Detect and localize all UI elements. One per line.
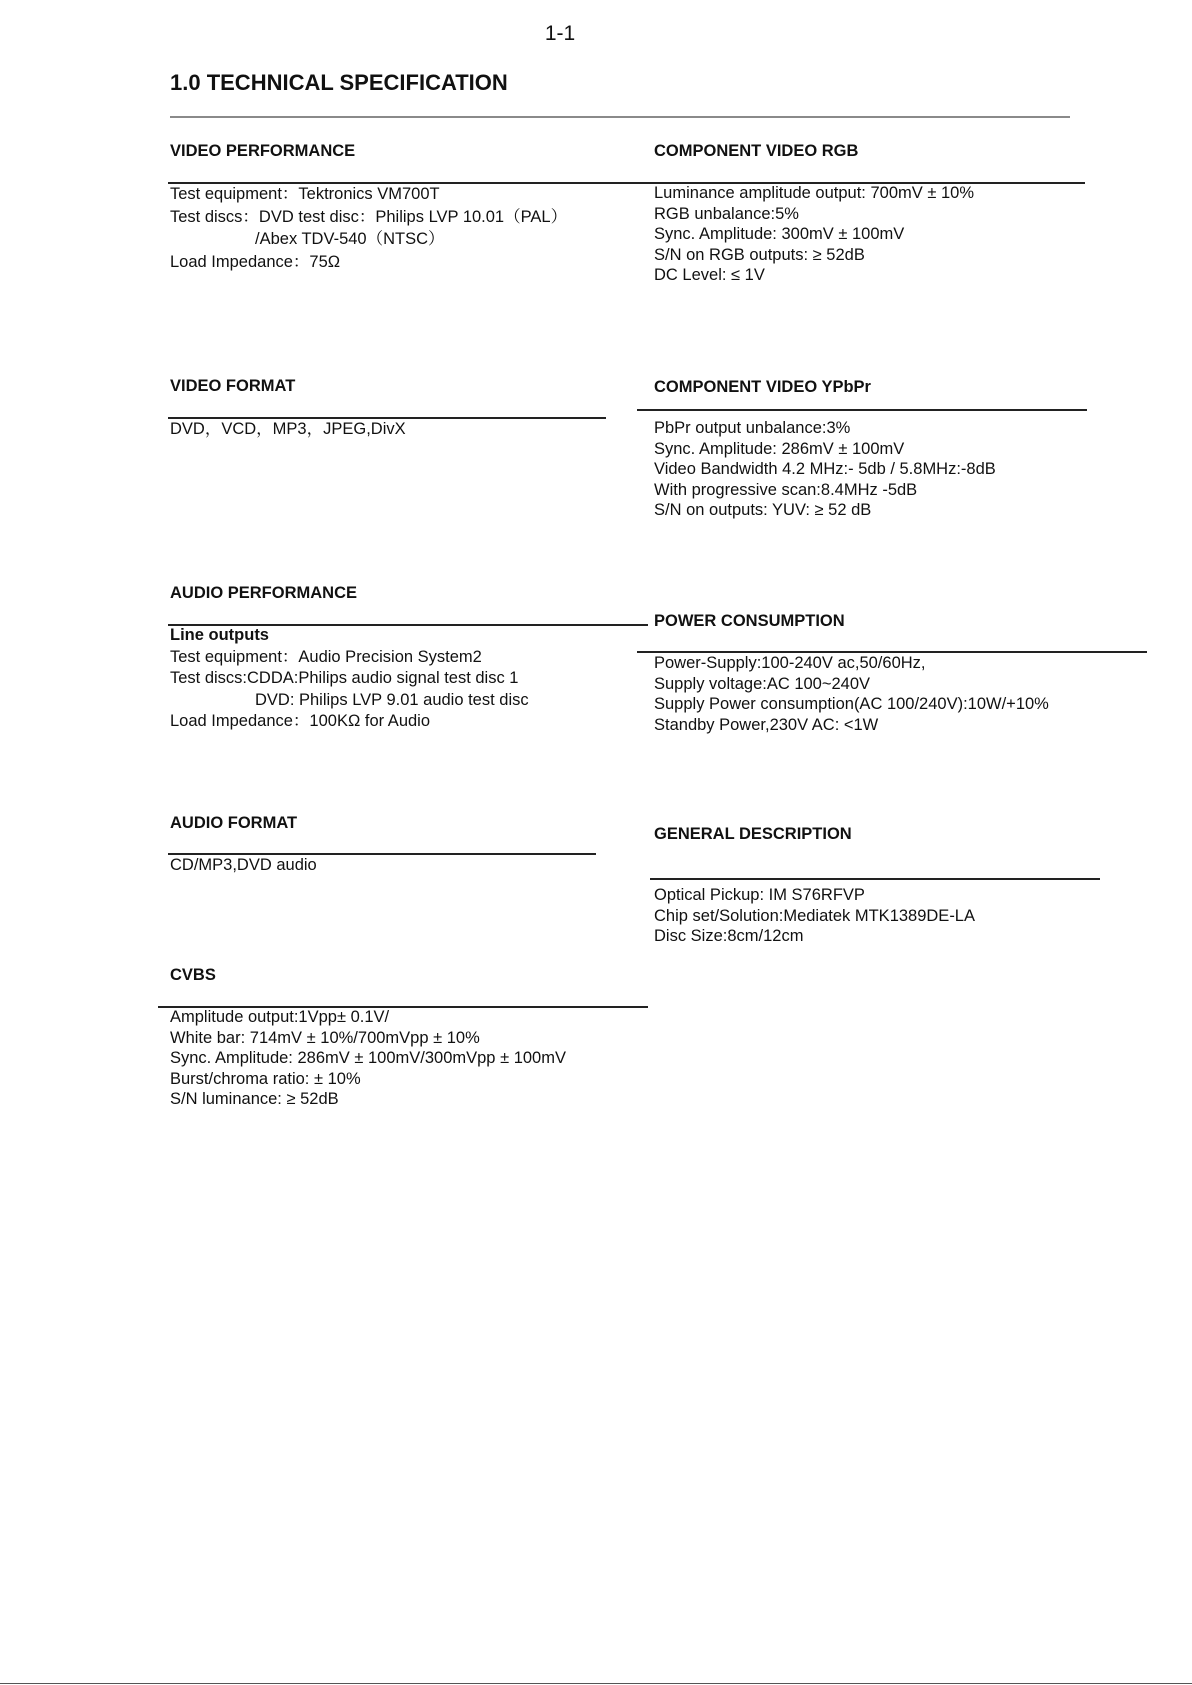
spec-line: PbPr output unbalance:3% bbox=[654, 419, 851, 437]
spec-line: Sync. Amplitude: 300mV ± 100mV bbox=[654, 225, 905, 243]
power-consumption-heading: POWER CONSUMPTION bbox=[654, 612, 845, 630]
component-ypbpr-body bbox=[654, 418, 996, 521]
spec-line: Test equipment：Tektronics VM700T bbox=[170, 185, 440, 203]
spec-line: Standby Power,230V AC: <1W bbox=[654, 715, 879, 734]
component-ypbpr-divider bbox=[637, 409, 1087, 411]
spec-line: Video Bandwidth 4.2 MHz:- 5db / 5.8MHz:-8dB bbox=[654, 460, 996, 478]
component-ypbpr-heading: COMPONENT VIDEO YPbPr bbox=[654, 378, 871, 396]
spec-line: Sync. Amplitude: 286mV ± 100mV/300mVpp ± 100mV bbox=[170, 1049, 566, 1067]
spec-line: S/N on RGB outputs: ≥ 52dB bbox=[654, 245, 865, 264]
audio-format-heading: AUDIO FORMAT bbox=[170, 814, 298, 832]
audio-performance-heading: AUDIO PERFORMANCE bbox=[170, 584, 358, 602]
spec-line: Burst/chroma ratio: ± 10% bbox=[170, 1069, 361, 1088]
spec-line: Load Impedance：75Ω bbox=[170, 252, 341, 271]
spec-line: With progressive scan:8.4MHz -5dB bbox=[654, 480, 918, 499]
cvbs-body bbox=[170, 1007, 566, 1110]
spec-line: DVD，VCD，MP3，JPEG,DivX bbox=[170, 420, 406, 438]
power-consumption-body bbox=[654, 653, 1049, 735]
page-number: 1-1 bbox=[544, 22, 576, 45]
spec-line: Test discs:CDDA:Philips audio signal test disc 1 bbox=[170, 669, 519, 687]
spec-line: Supply Power consumption(AC 100/240V):10W/+10% bbox=[654, 695, 1049, 713]
line-outputs-subheading: Line outputs bbox=[170, 626, 269, 644]
page-bottom-border bbox=[0, 1683, 1192, 1684]
spec-line: Optical Pickup: IM S76RFVP bbox=[654, 886, 865, 904]
video-performance-body bbox=[170, 184, 567, 272]
component-rgb-body bbox=[654, 183, 974, 286]
spec-line: Disc Size:8cm/12cm bbox=[654, 927, 804, 945]
cvbs-heading: CVBS bbox=[170, 966, 216, 984]
spec-line: DC Level: ≤ 1V bbox=[654, 266, 765, 284]
spec-line: S/N on outputs: YUV: ≥ 52 dB bbox=[654, 501, 872, 519]
spec-line: Chip set/Solution:Mediatek MTK1389DE-LA bbox=[654, 906, 975, 925]
spec-line: Test discs：DVD test disc：Philips LVP 10.01（PAL） bbox=[170, 207, 568, 226]
spec-line: S/N luminance: ≥ 52dB bbox=[170, 1090, 339, 1108]
video-performance-heading: VIDEO PERFORMANCE bbox=[170, 142, 356, 160]
spec-line: Load Impedance：100KΩ for Audio bbox=[170, 712, 431, 730]
spec-line: Amplitude output:1Vpp± 0.1V/ bbox=[170, 1008, 390, 1026]
spec-line: Luminance amplitude output: 700mV ± 10% bbox=[654, 184, 975, 202]
component-rgb-heading: COMPONENT VIDEO RGB bbox=[654, 142, 859, 160]
spec-line: /Abex TDV-540（NTSC） bbox=[255, 230, 445, 248]
spec-line: RGB unbalance:5% bbox=[654, 204, 799, 223]
general-description-heading: GENERAL DESCRIPTION bbox=[654, 825, 852, 843]
spec-line: White bar: 714mV ± 10%/700mVpp ± 10% bbox=[170, 1028, 480, 1047]
audio-performance-body bbox=[170, 625, 529, 732]
general-description-divider bbox=[650, 878, 1100, 880]
page-title: 1.0 TECHNICAL SPECIFICATION bbox=[170, 70, 508, 95]
spec-line: Sync. Amplitude: 286mV ± 100mV bbox=[654, 439, 905, 458]
video-format-heading: VIDEO FORMAT bbox=[170, 377, 296, 395]
title-divider bbox=[170, 116, 1070, 118]
spec-line: Test equipment：Audio Precision System2 bbox=[170, 647, 482, 666]
spec-line: DVD: Philips LVP 9.01 audio test disc bbox=[255, 690, 529, 709]
spec-line: Supply voltage:AC 100~240V bbox=[654, 674, 871, 693]
general-description-body bbox=[654, 885, 975, 947]
audio-format-body bbox=[170, 855, 317, 876]
spec-line: Power-Supply:100-240V ac,50/60Hz, bbox=[654, 654, 926, 672]
video-format-body bbox=[170, 419, 406, 440]
spec-line: CD/MP3,DVD audio bbox=[170, 856, 317, 874]
